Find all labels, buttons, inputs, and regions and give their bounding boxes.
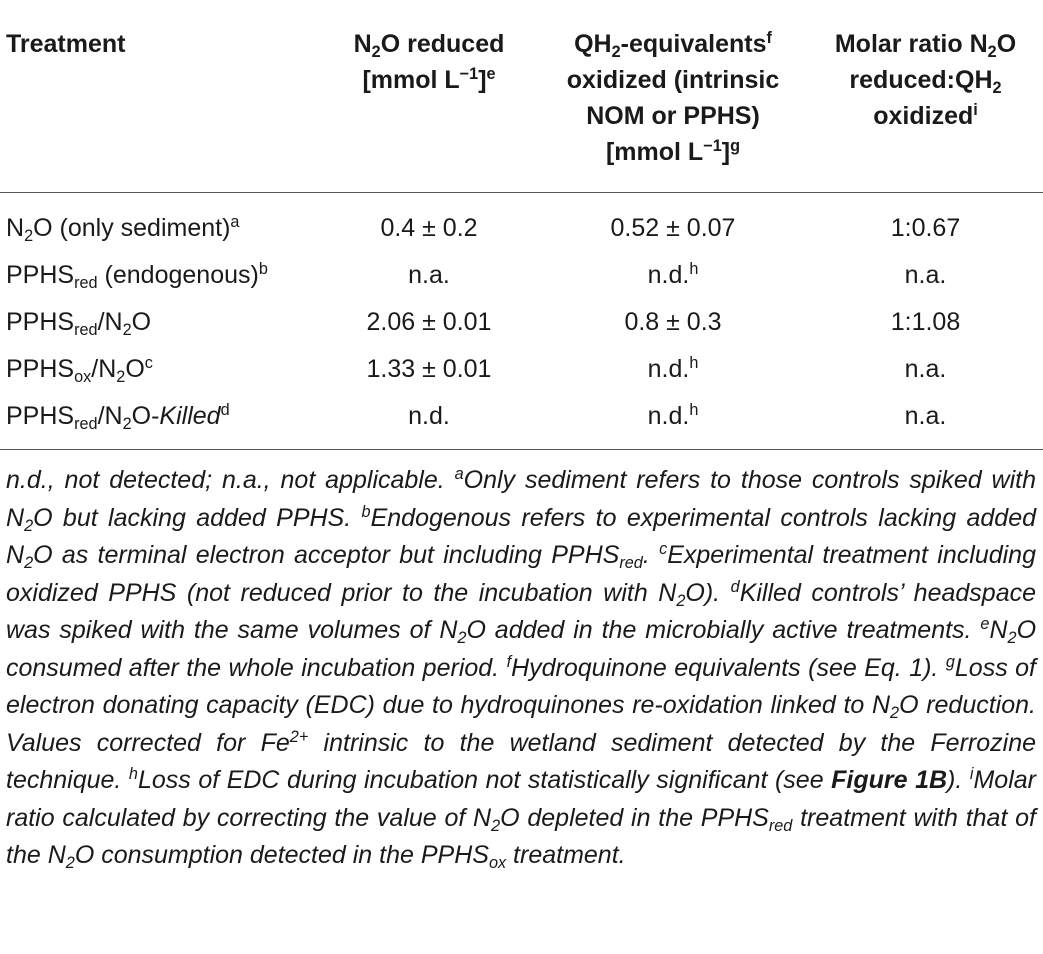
header-line: Treatment bbox=[6, 30, 126, 58]
table-body bbox=[0, 193, 1043, 450]
cell-treatment: $PPHS_{red}$ (endogenous)$^b$ bbox=[6, 259, 268, 292]
cell-treatment: $PPHS_{red}/N_2O$ bbox=[6, 307, 152, 339]
table-row bbox=[0, 392, 1043, 450]
cell-molar-ratio: 1:1.08 bbox=[890, 307, 961, 336]
cell-n2o-reduced: 0.4 ± 0.2 bbox=[380, 214, 478, 242]
cell-n2o-reduced: n.a. bbox=[408, 260, 450, 289]
cell-treatment: $N_2O$ (only sediment)$^a$ bbox=[6, 213, 240, 245]
cell-n2o-reduced: 1.33 ± 0.01 bbox=[366, 354, 492, 383]
header-line: [mmol $L^{-1}]^e$ bbox=[362, 65, 496, 94]
cell-treatment: $PPHS_{red}/N_2O-Killed^d$ bbox=[6, 400, 230, 433]
cell-qh2-oxidized: n.d.$^h$ bbox=[647, 400, 699, 430]
cell-molar-ratio: n.a. bbox=[904, 401, 947, 430]
header-row bbox=[0, 10, 1043, 193]
cell-qh2-oxidized: 0.8 ± 0.3 bbox=[624, 307, 722, 336]
cell-molar-ratio: n.a. bbox=[904, 354, 947, 383]
table-row bbox=[0, 345, 1043, 392]
results-table bbox=[0, 10, 1043, 450]
cell-qh2-oxidized: n.d.$^h$ bbox=[647, 353, 699, 383]
header-n2o-reduced bbox=[320, 10, 538, 193]
cell-molar-ratio: 1:0.67 bbox=[890, 214, 961, 242]
header-treatment bbox=[0, 10, 320, 193]
header-line: Molar ratio $N_2O$ bbox=[834, 30, 1017, 61]
header-line: [mmol $L^{-1}]^g$ bbox=[605, 137, 740, 166]
header-line: oxidized (intrinsic bbox=[566, 66, 780, 94]
table-footnote: n.d., not detected; n.a., not applicable. $^a$Only sediment refers to those controls spiked with $N_2O$ but lacking added PPHS. $^b$Endogenous refers to experimental controls lacking added $N_2O$ as terminal electron acceptor but including $PPHS_{red}$. $^c$Experimental treatment including oxidized PPHS (not reduced prior to the incubation with $N_2O$). $^d$Killed controls’ headspace was spiked with the same volumes of $N_2O$ added in the microbially active treatments. $^eN_2O$ consumed after the whole incubation period. $^f$Hydroquinone equivalents (see Eq. 1). $^g$Loss of electron donating capacity (EDC) due to hydroquinones re-oxidation linked to $N_2O$ reduction. Values corrected for $Fe^{2+}$ intrinsic to the wetland sediment detected by the Ferrozine technique. $^h$Loss of EDC during incubation not statistically significant (see Figure 1B). $^i$Molar ratio calculated by correcting the value of $N_2O$ depleted in the $PPHS_{red}$ treatment with that of the $N_2O$ consumption detected in the $PPHS_{ox}$ treatment. bbox=[6, 465, 1037, 872]
table-row bbox=[0, 193, 1043, 252]
cell-molar-ratio: n.a. bbox=[904, 260, 947, 289]
header-molar-ratio bbox=[808, 10, 1043, 193]
cell-treatment: $PPHS_{ox}/N_2O^c$ bbox=[6, 353, 153, 386]
table-row bbox=[0, 298, 1043, 345]
table-row bbox=[0, 251, 1043, 298]
header-line: $reduced:QH_2$ bbox=[849, 66, 1002, 97]
header-line: NOM or PPHS) bbox=[586, 102, 760, 130]
cell-n2o-reduced: 2.06 ± 0.01 bbox=[366, 307, 492, 336]
header-line: $N_2O$ reduced bbox=[353, 30, 505, 61]
cell-n2o-reduced: n.d. bbox=[408, 401, 450, 430]
header-qh2-oxidized bbox=[538, 10, 808, 193]
header-line: $QH_2-equivalents^f$ bbox=[574, 29, 772, 61]
cell-qh2-oxidized: n.d.$^h$ bbox=[647, 259, 699, 289]
table-header bbox=[0, 10, 1043, 193]
header-line: oxidized$^i$ bbox=[873, 101, 978, 130]
cell-qh2-oxidized: 0.52 ± 0.07 bbox=[610, 214, 736, 242]
